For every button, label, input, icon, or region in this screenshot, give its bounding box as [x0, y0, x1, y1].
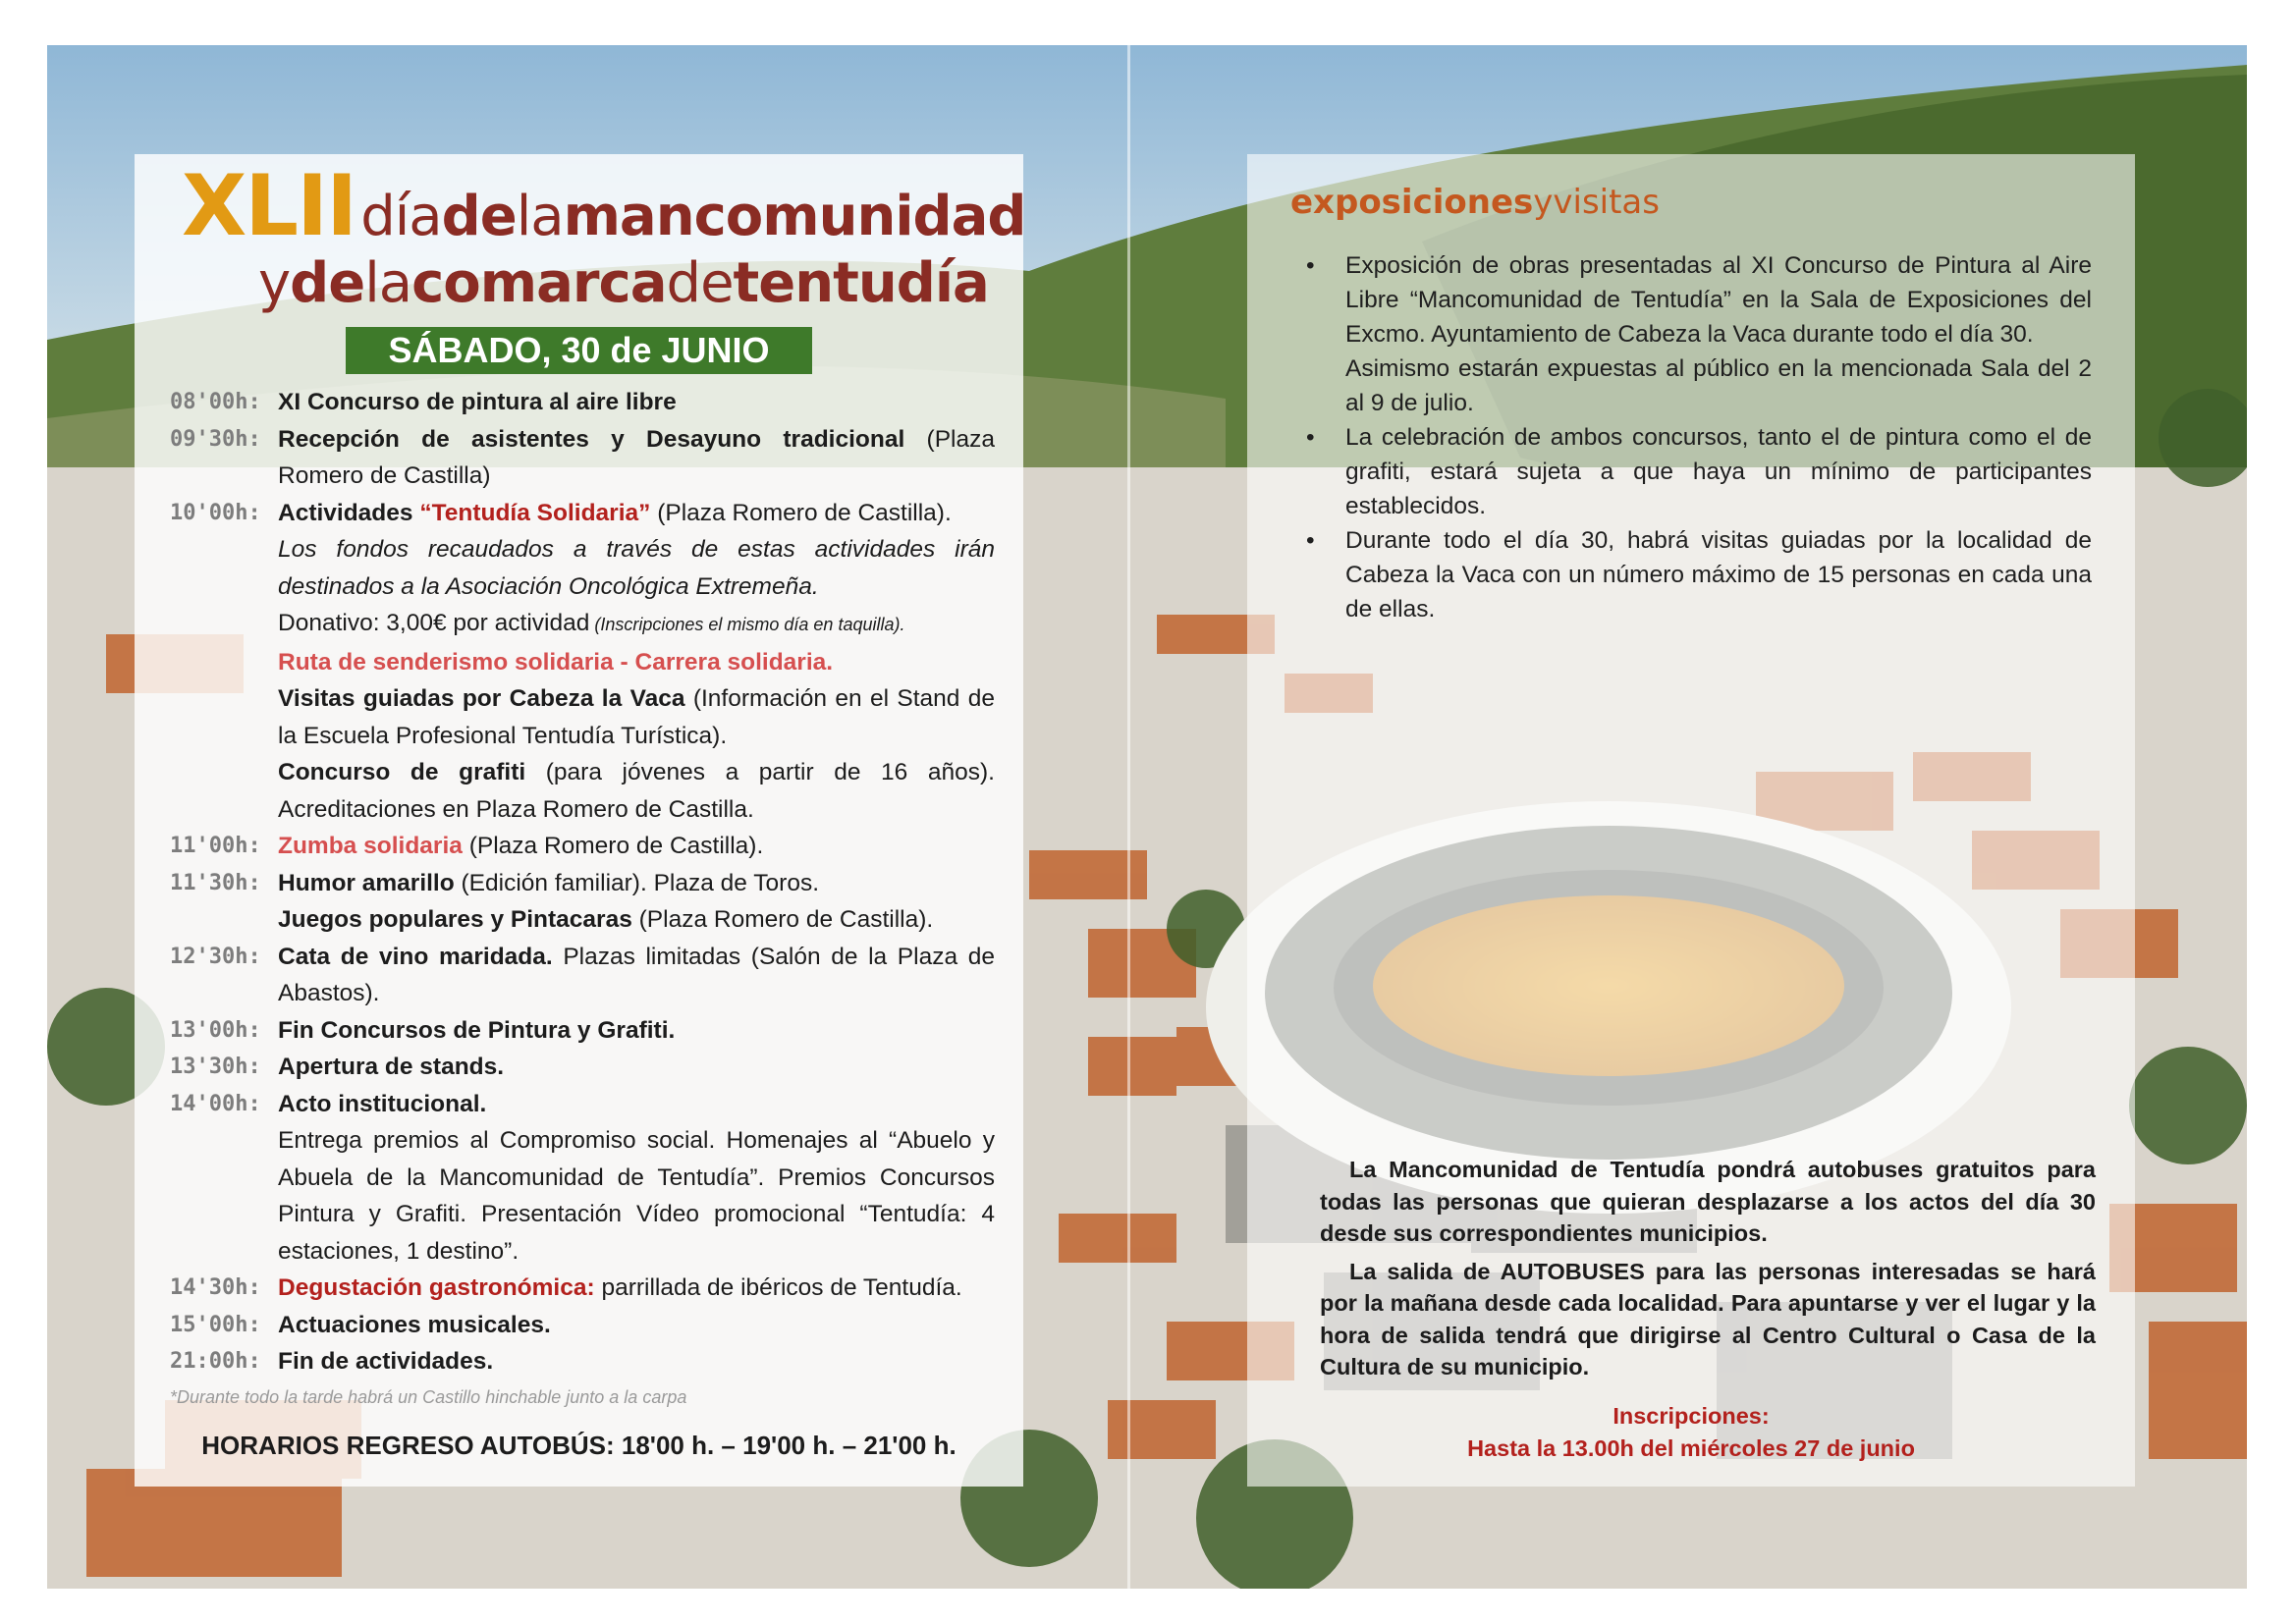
bus-return-schedule: HORARIOS REGRESO AUTOBÚS: 18'00 h. – 19'00 h. – 21'00 h.: [201, 1431, 957, 1460]
title-word: mancomunidad: [563, 185, 1026, 248]
schedule-item: [170, 1307, 995, 1344]
schedule-time: 15'00h:: [170, 1312, 261, 1337]
schedule-text: Fin Concursos de Pintura y Grafiti.: [278, 1016, 676, 1044]
schedule-text: Degustación gastronómica:: [278, 1274, 595, 1301]
section-title: [1290, 183, 1660, 222]
schedule-item: [170, 531, 995, 605]
schedule-item: [170, 901, 995, 939]
schedule-item: [170, 1086, 995, 1123]
schedule-text: Entrega premios al Compromiso social. Homenajes al “Abuelo y Abuela de la Mancomunidad de Tentudía”. Premios Concursos Pintura y Grafiti. Presentación Vídeo promocional “Tentudía: 4 estaciones, 1 destino”.: [278, 1127, 995, 1265]
schedule-item: [170, 495, 995, 532]
schedule-time: 08'00h:: [170, 390, 261, 414]
schedule-text: Visitas guiadas por Cabeza la Vaca: [278, 685, 685, 712]
program-panel: [135, 154, 1026, 1487]
title-word: comarca: [411, 251, 667, 315]
schedule-item: [170, 1270, 995, 1307]
info-bullet-text: Durante todo el día 30, habrá visitas guiadas por la localidad de Cabeza la Vaca con un número máximo de 15 personas en cada una de ellas.: [1345, 527, 2092, 622]
date-banner: SÁBADO, 30 de JUNIO: [346, 327, 812, 374]
schedule-time: 12'30h:: [170, 944, 261, 969]
schedule-text: Fin de actividades.: [278, 1348, 494, 1375]
footnote: *Durante todo la tarde habrá un Castillo hinchable junto a la carpa: [170, 1387, 687, 1407]
schedule-text: Los fondos recaudados a través de estas actividades irán destinados a la Asociación Oncológica Extremeña.: [278, 536, 995, 600]
title-word: de: [441, 185, 517, 248]
bullet-dot-icon: •: [1306, 527, 1315, 554]
schedule-text: (Información en el Stand de la Escuela Profesional Tentudía Turística).: [278, 685, 996, 749]
registration-title: Inscripciones:: [1613, 1403, 1770, 1429]
schedule-text: (Plaza Romero de Castilla).: [650, 499, 952, 526]
schedule-item: [170, 865, 995, 902]
schedule-text: Cata de vino maridada.: [278, 943, 553, 970]
schedule-item: [170, 680, 995, 754]
info-bullet-text: Exposición de obras presentadas al XI Concurso de Pintura al Aire Libre “Mancomunidad de Tentudía” en la Sala de Exposiciones del Excmo. Ayuntamiento de Cabeza la Vaca durante todo el día 30.: [1345, 252, 2092, 348]
section-title-word: visitas: [1553, 183, 1660, 222]
schedule-text: Acto institucional.: [278, 1090, 487, 1117]
schedule-text: (Plaza Romero de Castilla).: [631, 906, 934, 933]
schedule-item: [170, 1012, 995, 1050]
schedule-text: XI Concurso de pintura al aire libre: [278, 389, 677, 415]
schedule-time: 14'30h:: [170, 1275, 261, 1300]
schedule-text: Apertura de stands.: [278, 1054, 505, 1080]
bus-info-paragraph: La Mancomunidad de Tentudía pondrá autobuses gratuitos para todas las personas que quieran desplazarse a los actos del día 30 desde sus correspondientes municipios.: [1320, 1157, 2096, 1246]
schedule-text: (Plaza Romero de Castilla): [278, 425, 995, 489]
schedule-time: 14'00h:: [170, 1091, 261, 1116]
schedule-text: Concurso de grafiti: [278, 759, 526, 785]
title-word: y: [258, 251, 291, 315]
schedule-text: Actuaciones musicales.: [278, 1311, 551, 1338]
section-title-word: exposiciones: [1290, 183, 1534, 222]
schedule-text: “Tentudía Solidaria”: [419, 499, 651, 526]
schedule-item: [170, 1122, 995, 1270]
fold-line: [1127, 45, 1130, 1589]
schedule-item: [170, 754, 995, 828]
schedule-text: Plazas limitadas (Salón de la Plaza de Abastos).: [278, 943, 995, 1006]
schedule-text: Humor amarillo: [278, 869, 455, 896]
title-word: la: [516, 185, 564, 248]
schedule-text: Actividades: [278, 499, 420, 526]
schedule-item: [170, 1343, 995, 1380]
title-word: tentudía: [733, 251, 989, 315]
bullet-dot-icon: •: [1306, 252, 1315, 279]
section-title-word: y: [1533, 183, 1554, 222]
schedule-time: 11'30h:: [170, 870, 261, 895]
title-line-2: [258, 251, 989, 315]
schedule-time: 10'00h:: [170, 500, 261, 525]
schedule-text: Ruta de senderismo solidaria - Carrera solidaria.: [278, 648, 834, 676]
edition-numeral: XLII: [182, 157, 356, 255]
schedule-item: [170, 605, 995, 644]
info-bullet-item: [1306, 248, 2092, 352]
info-bullet-item: [1306, 420, 2092, 523]
schedule-time: 09'30h:: [170, 426, 261, 452]
registration-deadline: Hasta la 13.00h del miércoles 27 de junio: [1467, 1435, 1915, 1461]
info-bullet-text: La celebración de ambos concursos, tanto el de pintura como el de grafiti, estará sujeta a que haya un mínimo de participantes establecidos.: [1345, 424, 2092, 519]
info-bullet-text: Asimismo estarán expuestas al público en la mencionada Sala del 2 al 9 de julio.: [1345, 355, 2092, 416]
schedule-text: (Inscripciones el mismo día en taquilla).: [589, 615, 905, 634]
schedule-item: [170, 939, 995, 1012]
schedule-time: 21:00h:: [170, 1349, 261, 1374]
schedule-text: Juegos populares y Pintacaras: [278, 906, 632, 933]
schedule-time: 13'00h:: [170, 1017, 261, 1043]
schedule-text: Donativo: 3,00€ por actividad: [278, 610, 590, 636]
title-word: día: [360, 185, 442, 248]
schedule-text: (Edición familiar). Plaza de Toros.: [454, 869, 819, 896]
schedule-item: [170, 384, 995, 421]
title-word: la: [364, 251, 412, 315]
title-line-1: [182, 157, 1026, 255]
schedule-item: [170, 1049, 995, 1086]
bus-info-paragraph: La salida de AUTOBUSES para las personas interesadas se hará por la mañana desde cada localidad. Para apuntarse y ver el lugar y la hora de salida tendrá que dirigirse al Centro Cultural o Casa de la Cultura de su municipio.: [1320, 1258, 2096, 1380]
schedule-list: [170, 384, 995, 1380]
schedule-text: parrillada de ibéricos de Tentudía.: [594, 1274, 962, 1301]
title-word: de: [666, 251, 734, 315]
title-word: de: [290, 251, 365, 315]
schedule-item: [170, 421, 995, 495]
bullet-dot-icon: •: [1306, 424, 1315, 451]
schedule-item: [170, 828, 995, 865]
schedule-text: (Plaza Romero de Castilla).: [462, 833, 764, 859]
schedule-time: 13'30h:: [170, 1055, 261, 1079]
schedule-text: Recepción de asistentes y Desayuno tradicional: [278, 425, 905, 453]
info-bullet-list: [1306, 248, 2092, 626]
schedule-time: 11'00h:: [170, 834, 261, 858]
info-bullet-item: [1306, 352, 2092, 420]
schedule-item: [170, 644, 995, 681]
info-bullet-item: [1306, 523, 2092, 626]
bus-info: [1320, 1154, 2096, 1383]
info-panel: [1247, 154, 2135, 1487]
schedule-text: Zumba solidaria: [278, 833, 463, 859]
schedule-text: (para jóvenes a partir de 16 años). Acreditaciones en Plaza Romero de Castilla.: [278, 759, 995, 823]
